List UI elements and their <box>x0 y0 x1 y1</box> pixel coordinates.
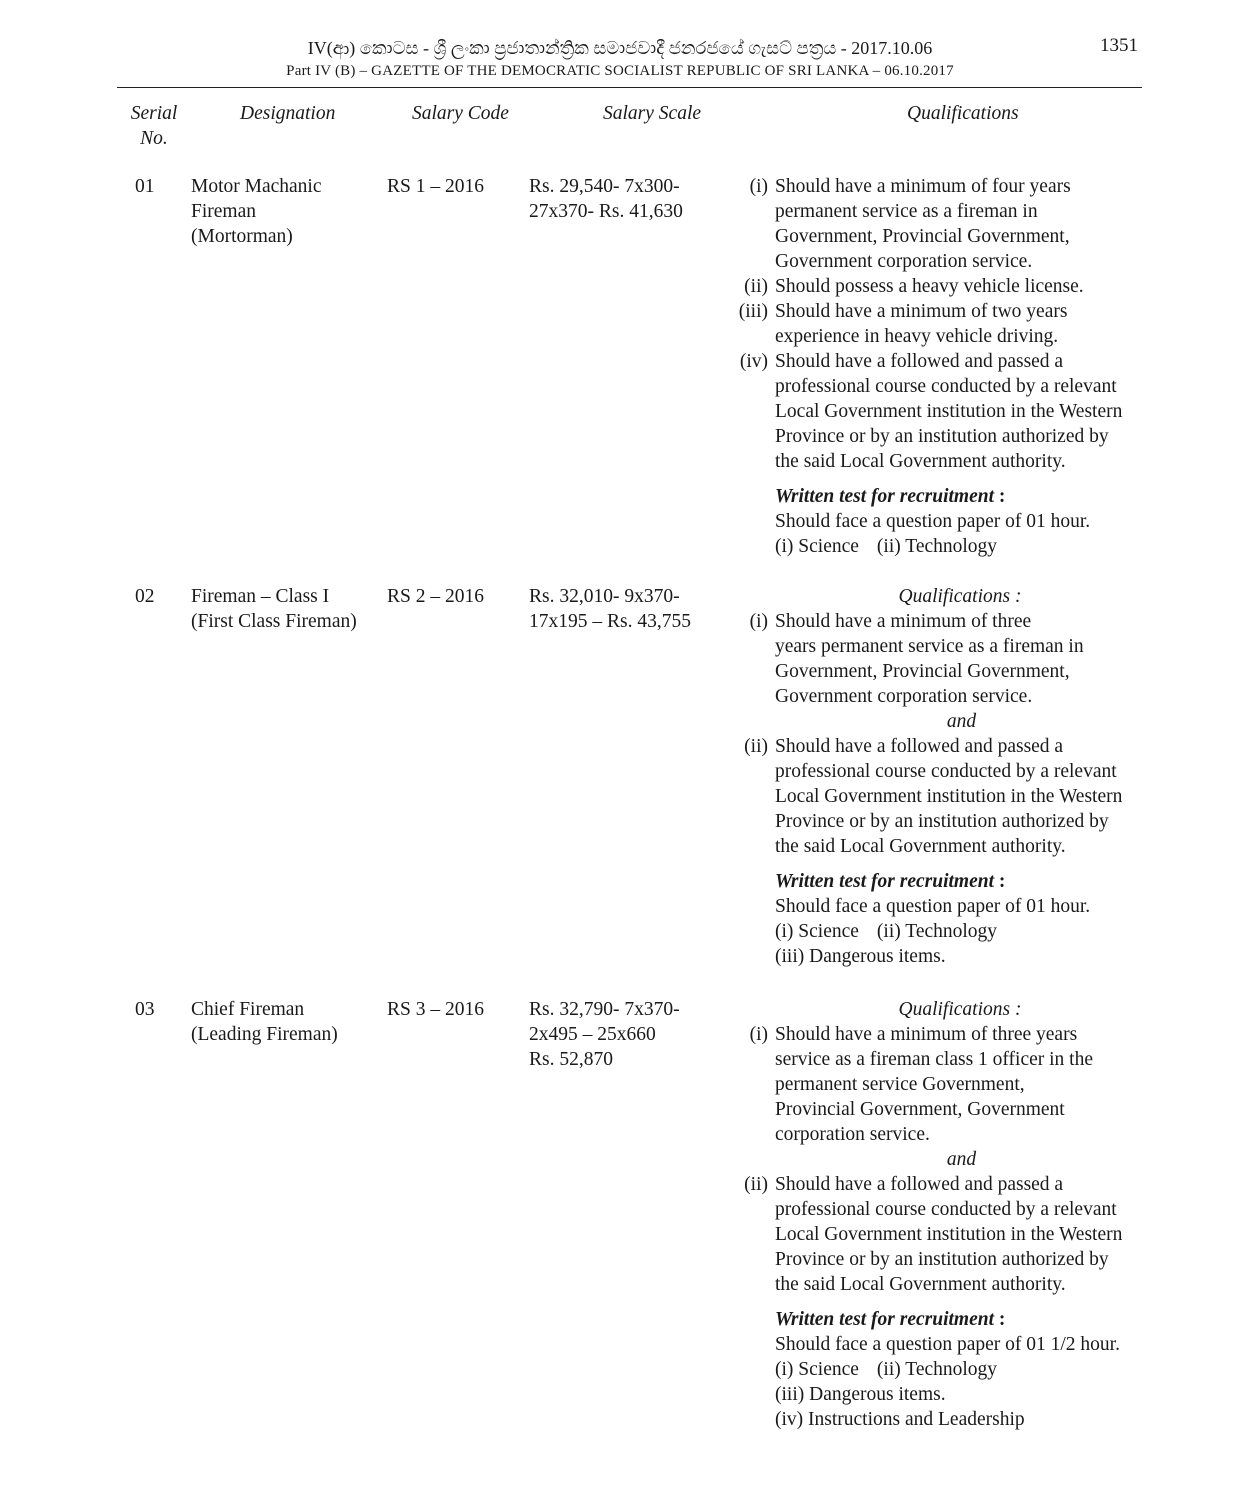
salary-scale-cell <box>529 174 729 224</box>
designation-cell <box>191 174 381 249</box>
subject-item: (ii) Technology <box>876 1359 998 1380</box>
qualification-text <box>775 609 1148 709</box>
qualification-line: corporation service. <box>775 1124 930 1145</box>
column-header-qualifications: Qualifications <box>907 103 1019 124</box>
subject-item: (iv) Instructions and Leadership <box>775 1409 1025 1430</box>
qualification-line: Government, Provincial Government, <box>775 661 1070 682</box>
subject-item: (ii) Technology <box>876 921 998 942</box>
written-test-heading: Written test for recruitment : <box>775 871 1006 892</box>
qualification-item <box>728 609 1148 709</box>
column-header-serial-line2: No. <box>140 128 168 149</box>
salary-code: RS 3 – 2016 <box>387 999 484 1020</box>
qualification-line: professional course conducted by a relevant <box>775 761 1117 782</box>
column-header-serial-line1: Serial <box>130 103 178 124</box>
qualification-line: Government, Provincial Government, <box>775 226 1070 247</box>
salary-scale-line: 17x195 – Rs. 43,755 <box>529 611 691 632</box>
qualification-line: Should have a minimum of three years <box>775 1024 1078 1045</box>
written-test-block <box>775 869 1148 969</box>
salary-scale-line: Rs. 29,540- 7x300- <box>529 176 680 197</box>
qualification-line: Government corporation service. <box>775 686 1033 707</box>
qualification-line: years permanent service as a fireman in <box>775 636 1084 657</box>
qualification-number: (iv) <box>739 351 768 372</box>
qualification-number: (i) <box>749 176 768 197</box>
qualification-line: Province or by an institution authorized by <box>775 1249 1109 1270</box>
written-test-heading: Written test for recruitment : <box>775 1309 1006 1330</box>
qualification-line: Province or by an institution authorized by <box>775 426 1109 447</box>
salary-scale-line: 2x495 – 25x660 <box>529 1024 656 1045</box>
salary-scale-cell <box>529 584 729 634</box>
qualification-number: (i) <box>749 1024 768 1045</box>
qualification-text <box>775 274 1148 299</box>
subject-item: (ii) Technology <box>876 536 998 557</box>
qualification-line: the said Local Government authority. <box>775 1274 1066 1295</box>
designation-line: (Mortorman) <box>191 226 293 247</box>
conjunction-and: and <box>946 711 977 732</box>
qualification-text <box>775 174 1148 274</box>
designation-cell <box>191 997 381 1047</box>
qualification-line: Should have a minimum of three <box>775 611 1032 632</box>
qualification-number: (i) <box>749 611 768 632</box>
qualification-line: permanent service Government, <box>775 1074 1025 1095</box>
qualification-number: (ii) <box>744 736 768 757</box>
salary-scale-line: Rs. 32,790- 7x370- <box>529 999 680 1020</box>
qualification-number: (ii) <box>744 276 768 297</box>
subject-line <box>775 1407 1148 1432</box>
qualification-line: Local Government institution in the Western <box>775 1224 1123 1245</box>
column-header-serial <box>118 101 190 151</box>
qualification-line: the said Local Government authority. <box>775 451 1066 472</box>
written-test-heading-text: Written test for recruitment <box>775 1309 995 1330</box>
serial-number: 01 <box>135 176 155 197</box>
qualification-number: (iii) <box>738 301 768 322</box>
qualifications-cell <box>728 584 1148 969</box>
qualification-line: Provincial Government, Government <box>775 1099 1065 1120</box>
designation-line: Fireman <box>191 201 256 222</box>
subject-item: (i) Science <box>775 536 859 557</box>
written-test-heading-text: Written test for recruitment <box>775 871 995 892</box>
salary-scale-line: 27x370- Rs. 41,630 <box>529 201 683 222</box>
qualifications-subheading-text: Qualifications <box>898 586 1011 607</box>
designation-line: Chief Fireman <box>191 999 305 1020</box>
subject-line <box>775 944 1148 969</box>
qualification-line: Should have a minimum of two years <box>775 301 1068 322</box>
designation-line: (Leading Fireman) <box>191 1024 338 1045</box>
salary-code: RS 1 – 2016 <box>387 176 484 197</box>
qualification-line: Should have a followed and passed a <box>775 1174 1064 1195</box>
qualification-item <box>728 1022 1148 1147</box>
qualification-line: experience in heavy vehicle driving. <box>775 326 1059 347</box>
page-number: 1351 <box>1100 35 1138 56</box>
qualification-line: professional course conducted by a relevant <box>775 376 1117 397</box>
qualification-line: Local Government institution in the Western <box>775 401 1123 422</box>
qualification-text <box>775 1172 1148 1297</box>
designation-cell <box>191 584 381 634</box>
salary-scale-line: Rs. 32,010- 9x370- <box>529 586 680 607</box>
designation-line: Motor Machanic <box>191 176 322 197</box>
qualification-item <box>728 349 1148 474</box>
qualification-line: service as a fireman class 1 officer in the <box>775 1049 1093 1070</box>
designation-line: Fireman – Class I <box>191 586 330 607</box>
written-test-block <box>775 484 1148 559</box>
qualification-text <box>775 734 1148 859</box>
subject-line <box>775 919 1148 944</box>
qualifications-subheading: Qualifications : <box>898 586 1022 607</box>
qualification-item <box>728 299 1148 349</box>
qualification-number: (ii) <box>744 1174 768 1195</box>
qualification-item <box>728 274 1148 299</box>
qualification-item <box>728 1172 1148 1297</box>
written-test-line: Should face a question paper of 01 hour. <box>775 511 1091 532</box>
subject-line <box>775 534 1148 559</box>
subject-item: (iii) Dangerous items. <box>775 946 946 967</box>
subject-item: (iii) Dangerous items. <box>775 1384 946 1405</box>
serial-number: 03 <box>135 999 155 1020</box>
column-header-salary-code: Salary Code <box>412 103 509 124</box>
qualification-line: professional course conducted by a relevant <box>775 1199 1117 1220</box>
written-test-block <box>775 1307 1148 1432</box>
qualifications-cell <box>728 997 1148 1432</box>
designation-line: (First Class Fireman) <box>191 611 357 632</box>
qualification-item <box>728 174 1148 274</box>
subject-item: (i) Science <box>775 1359 859 1380</box>
salary-scale-cell <box>529 997 729 1072</box>
column-header-designation: Designation <box>240 103 336 124</box>
qualification-line: Should have a followed and passed a <box>775 351 1064 372</box>
gazette-header-english: Part IV (B) – GAZETTE OF THE DEMOCRATIC SOCIALIST REPUBLIC OF SRI LANKA – 06.10.2017 <box>286 63 954 79</box>
written-test-line: Should face a question paper of 01 hour. <box>775 896 1091 917</box>
qualification-line: Should possess a heavy vehicle license. <box>775 276 1084 297</box>
conjunction-and: and <box>946 1149 977 1170</box>
written-test-line: Should face a question paper of 01 1/2 hour. <box>775 1334 1120 1355</box>
header-rule <box>117 87 1142 88</box>
written-test-heading: Written test for recruitment : <box>775 486 1006 507</box>
subject-line <box>775 1382 1148 1407</box>
gazette-header-sinhala: IV(ආ) කොටස - ශ්‍රී ලංකා ප්‍රජාතාන්ත්‍රික සමාජවාදී ජනරජයේ ගැසට් පත්‍රය - 2017.10.06 <box>307 38 933 58</box>
subject-line <box>775 1357 1148 1382</box>
qualifications-cell <box>728 174 1148 559</box>
salary-code: RS 2 – 2016 <box>387 586 484 607</box>
serial-number: 02 <box>135 586 155 607</box>
qualification-line: Should have a followed and passed a <box>775 736 1064 757</box>
qualification-text <box>775 299 1148 349</box>
qualification-text <box>775 1022 1148 1147</box>
qualification-line: permanent service as a fireman in <box>775 201 1038 222</box>
qualification-line: Government corporation service. <box>775 251 1033 272</box>
qualification-text <box>775 349 1148 474</box>
qualifications-subheading-text: Qualifications <box>898 999 1011 1020</box>
qualification-item <box>728 734 1148 859</box>
column-header-salary-scale: Salary Scale <box>603 103 702 124</box>
written-test-heading-text: Written test for recruitment <box>775 486 995 507</box>
qualifications-subheading: Qualifications : <box>898 999 1022 1020</box>
subject-item: (i) Science <box>775 921 859 942</box>
qualification-line: Province or by an institution authorized by <box>775 811 1109 832</box>
qualification-line: Local Government institution in the Western <box>775 786 1123 807</box>
qualification-line: Should have a minimum of four years <box>775 176 1071 197</box>
qualification-line: the said Local Government authority. <box>775 836 1066 857</box>
salary-scale-line: Rs. 52,870 <box>529 1049 613 1070</box>
